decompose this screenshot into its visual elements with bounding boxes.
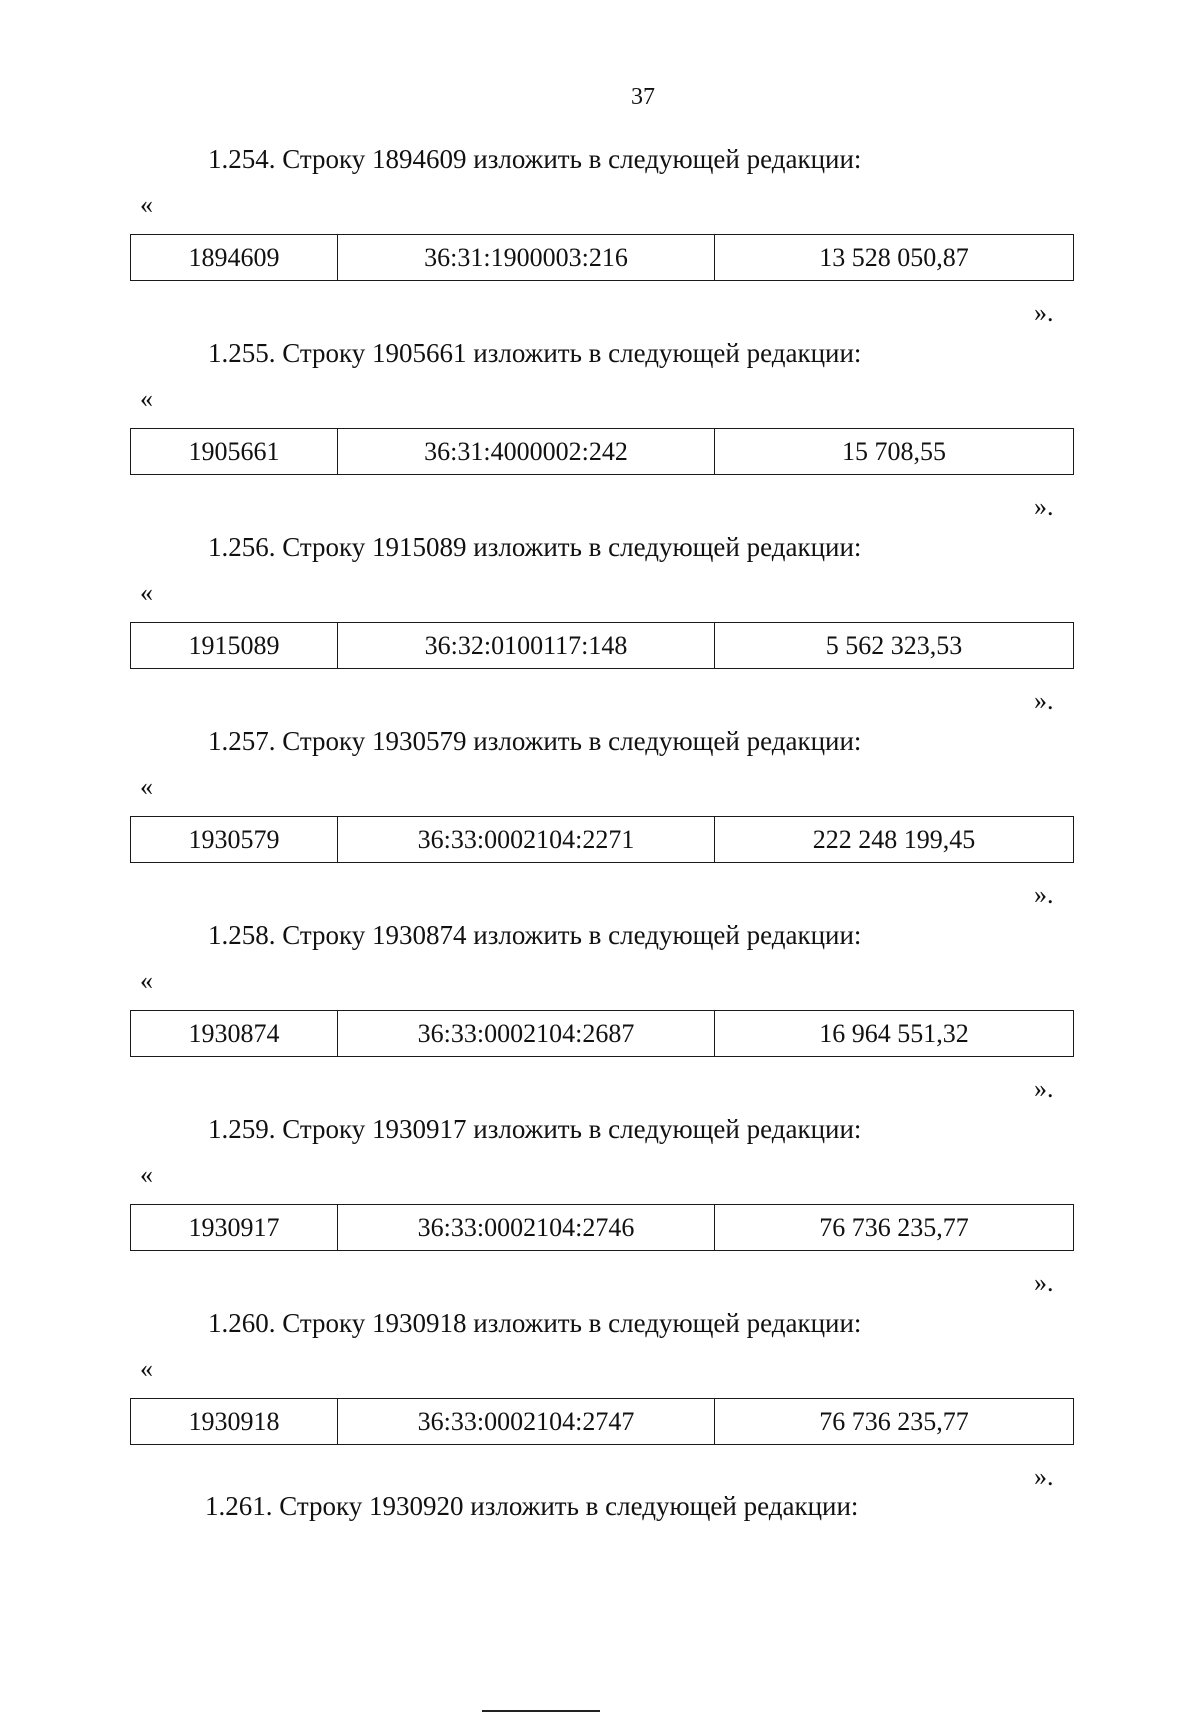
table-row bbox=[131, 429, 1074, 475]
amendment-heading: 1.260. Строку 1930918 изложить в следующей редакции: bbox=[208, 1308, 862, 1338]
amendment-heading: 1.259. Строку 1930917 изложить в следующей редакции: bbox=[208, 1114, 862, 1144]
table-row bbox=[131, 1011, 1074, 1057]
value-cell: 76 736 235,77 bbox=[715, 1399, 1074, 1445]
amendment-section bbox=[0, 531, 1200, 725]
amendment-section bbox=[0, 143, 1200, 337]
opening-quote: « bbox=[140, 1354, 153, 1383]
closing-quote: ». bbox=[1034, 880, 1054, 909]
row-id-cell: 1930917 bbox=[131, 1205, 338, 1251]
cadastral-number-cell: 36:32:0100117:148 bbox=[338, 623, 715, 669]
opening-quote: « bbox=[140, 384, 153, 413]
row-table bbox=[130, 816, 1074, 863]
amendment-heading: 1.256. Строку 1915089 изложить в следующей редакции: bbox=[208, 532, 862, 562]
closing-quote: ». bbox=[1034, 492, 1054, 521]
closing-quote: ». bbox=[1034, 1268, 1054, 1297]
table-row bbox=[131, 817, 1074, 863]
cadastral-number-cell: 36:31:1900003:216 bbox=[338, 235, 715, 281]
row-table bbox=[130, 622, 1074, 669]
closing-quote: ». bbox=[1034, 1462, 1054, 1491]
closing-quote: ». bbox=[1034, 1074, 1054, 1103]
amendment-heading: 1.255. Строку 1905661 изложить в следующей редакции: bbox=[208, 338, 862, 368]
amendment-heading: 1.257. Строку 1930579 изложить в следующей редакции: bbox=[208, 726, 862, 756]
page-number: 37 bbox=[631, 84, 655, 110]
row-table bbox=[130, 1398, 1074, 1445]
row-id-cell: 1930579 bbox=[131, 817, 338, 863]
row-id-cell: 1930874 bbox=[131, 1011, 338, 1057]
amendment-section bbox=[0, 919, 1200, 1113]
amendment-heading: 1.261. Строку 1930920 изложить в следующей редакции: bbox=[205, 1491, 859, 1521]
row-id-cell: 1930918 bbox=[131, 1399, 338, 1445]
cadastral-number-cell: 36:33:0002104:2687 bbox=[338, 1011, 715, 1057]
value-cell: 5 562 323,53 bbox=[715, 623, 1074, 669]
row-table bbox=[130, 428, 1074, 475]
closing-quote: ». bbox=[1034, 686, 1054, 715]
table-row bbox=[131, 1205, 1074, 1251]
table-row bbox=[131, 623, 1074, 669]
row-id-cell: 1894609 bbox=[131, 235, 338, 281]
cadastral-number-cell: 36:33:0002104:2271 bbox=[338, 817, 715, 863]
cadastral-number-cell: 36:33:0002104:2746 bbox=[338, 1205, 715, 1251]
opening-quote: « bbox=[140, 772, 153, 801]
opening-quote: « bbox=[140, 1160, 153, 1189]
footer-divider bbox=[482, 1710, 600, 1712]
opening-quote: « bbox=[140, 190, 153, 219]
value-cell: 76 736 235,77 bbox=[715, 1205, 1074, 1251]
amendment-heading: 1.254. Строку 1894609 изложить в следующей редакции: bbox=[208, 144, 862, 174]
amendment-section bbox=[0, 725, 1200, 919]
row-table bbox=[130, 234, 1074, 281]
value-cell: 222 248 199,45 bbox=[715, 817, 1074, 863]
opening-quote: « bbox=[140, 966, 153, 995]
row-table bbox=[130, 1010, 1074, 1057]
opening-quote: « bbox=[140, 578, 153, 607]
value-cell: 16 964 551,32 bbox=[715, 1011, 1074, 1057]
amendment-section bbox=[0, 1113, 1200, 1307]
table-row bbox=[131, 1399, 1074, 1445]
table-row bbox=[131, 235, 1074, 281]
row-id-cell: 1905661 bbox=[131, 429, 338, 475]
value-cell: 13 528 050,87 bbox=[715, 235, 1074, 281]
row-id-cell: 1915089 bbox=[131, 623, 338, 669]
cadastral-number-cell: 36:33:0002104:2747 bbox=[338, 1399, 715, 1445]
amendment-section bbox=[0, 1307, 1200, 1501]
closing-quote: ». bbox=[1034, 298, 1054, 327]
value-cell: 15 708,55 bbox=[715, 429, 1074, 475]
cadastral-number-cell: 36:31:4000002:242 bbox=[338, 429, 715, 475]
row-table bbox=[130, 1204, 1074, 1251]
amendment-heading: 1.258. Строку 1930874 изложить в следующей редакции: bbox=[208, 920, 862, 950]
amendment-section bbox=[0, 337, 1200, 531]
